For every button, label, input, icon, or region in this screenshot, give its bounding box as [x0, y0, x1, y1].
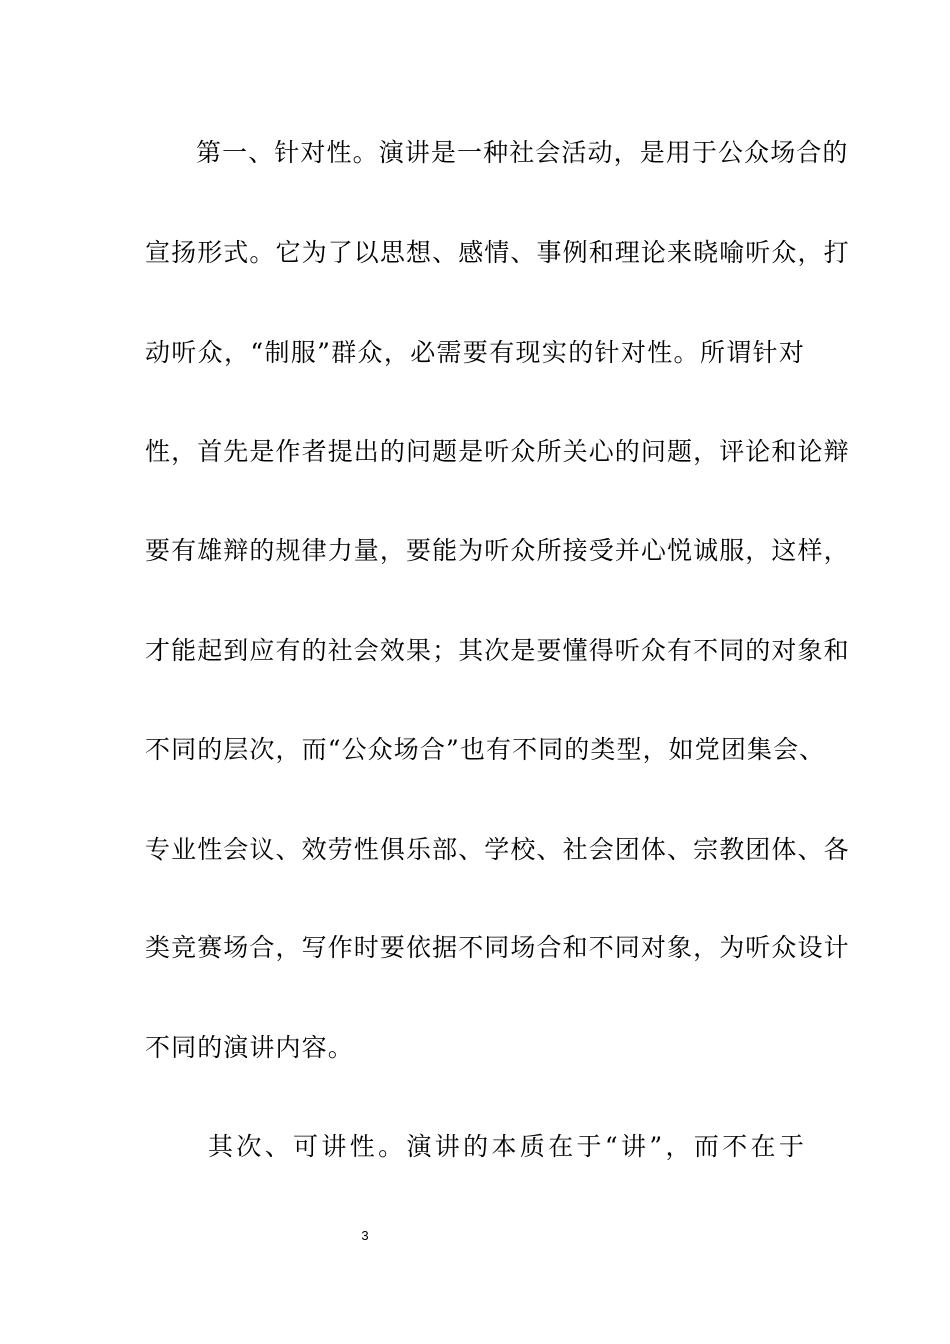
paragraph-1-line-2: 宣扬形式。它为了以思想、感情、事例和理论来晓喻听众，打 [145, 238, 850, 267]
paragraph-1-line-10: 不同的演讲内容。 [145, 1033, 354, 1062]
paragraph-1-line-6: 才能起到应有的社会效果；其次是要懂得听众有不同的对象和 [145, 636, 850, 665]
paragraph-1-line-3: 动听众，“制服”群众，必需要有现实的针对性。所谓针对 [145, 338, 805, 367]
paragraph-1-line-7: 不同的层次，而“公众场合”也有不同的类型，如党团集会、 [145, 735, 826, 764]
paragraph-2-line-1: 其次、可讲性。演讲的本质在于“讲”，而不在于 [208, 1132, 805, 1161]
page-number: 3 [361, 1228, 369, 1243]
paragraph-1-line-5: 要有雄辩的规律力量，要能为听众所接受并心悦诚服，这样， [145, 536, 850, 565]
paragraph-1-line-1: 第一、针对性。演讲是一种社会活动，是用于公众场合的 [196, 138, 849, 167]
paragraph-1-line-4: 性，首先是作者提出的问题是听众所关心的问题，评论和论辩 [145, 437, 850, 466]
paragraph-1-line-9: 类竞赛场合，写作时要依据不同场合和不同对象，为听众设计 [145, 933, 850, 962]
paragraph-1-line-8: 专业性会议、效劳性俱乐部、学校、社会团体、宗教团体、各 [145, 835, 850, 864]
